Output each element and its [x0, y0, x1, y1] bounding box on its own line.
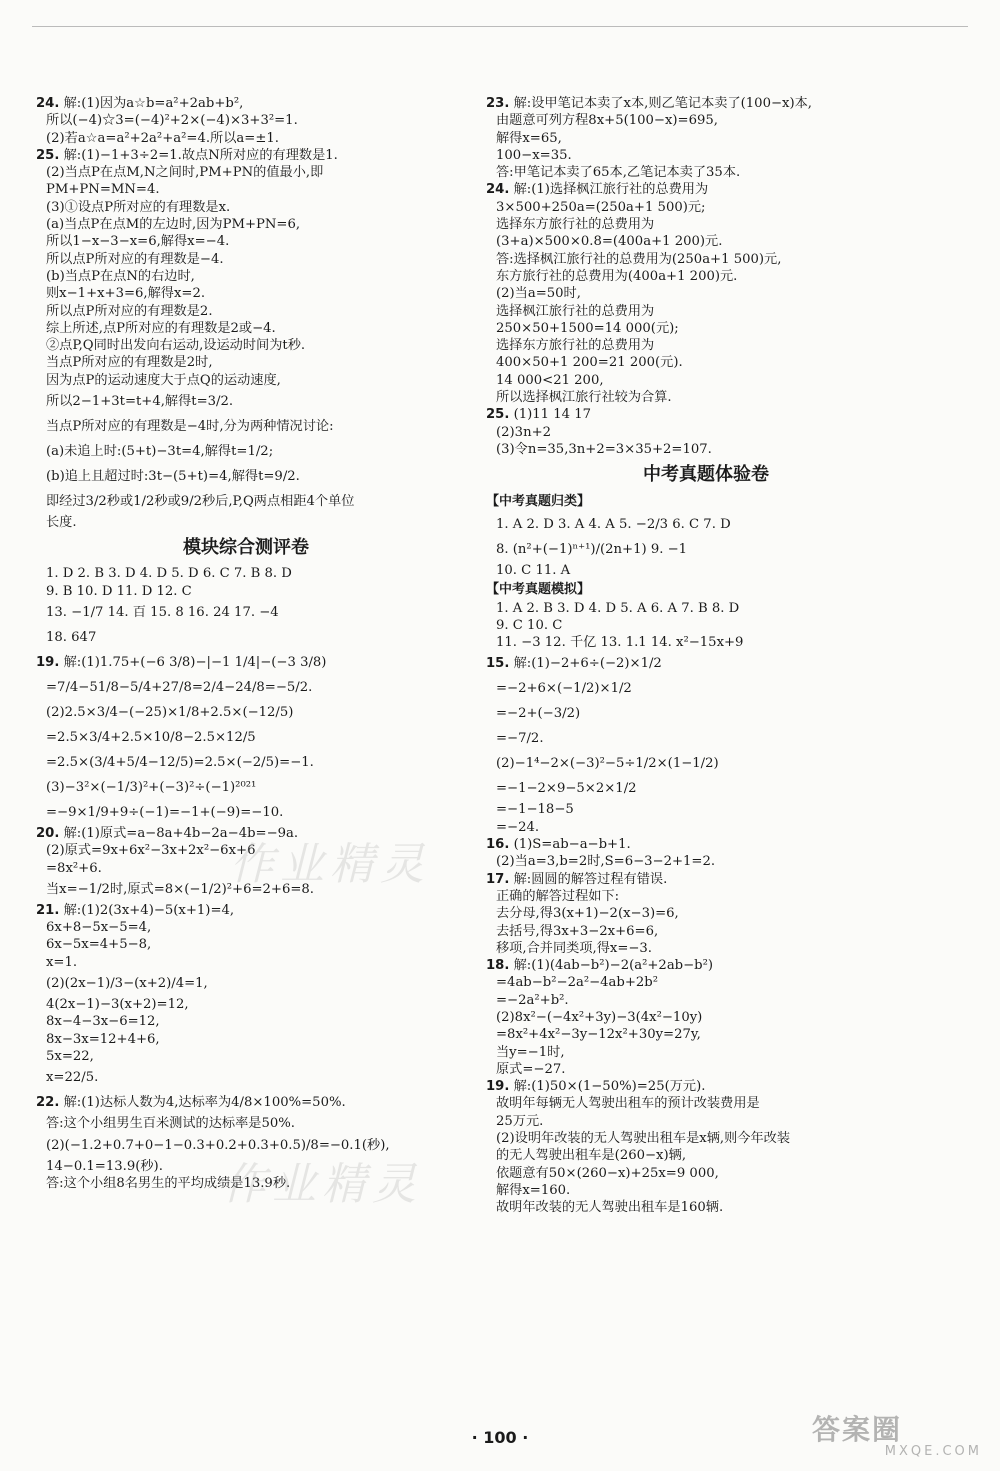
answer-text: 6x+8−5x−5=4, — [46, 920, 152, 936]
answer-line — [486, 905, 926, 922]
answer-line — [36, 130, 456, 147]
answer-line — [486, 1182, 926, 1199]
answer-text: 移项,合并同类项,得x=−3. — [496, 940, 653, 956]
answer-line — [486, 701, 926, 726]
answer-text: =7/4−51/8−5/4+27/8=2/4−24/8=−5/2. — [46, 679, 313, 695]
answer-text: 所以(−4)☆3=(−4)²+2×(−4)×3+3²=1. — [46, 113, 298, 129]
answer-line — [36, 750, 456, 775]
answer-line — [36, 1090, 456, 1115]
left-column — [36, 95, 456, 1192]
answer-text: =−2a²+b². — [496, 992, 569, 1008]
subsection-tag-simulated: 【中考真题模拟】 — [486, 581, 591, 597]
answer-line — [36, 303, 456, 320]
answer-text: 解得x=65, — [496, 130, 562, 146]
answer-text: 答:选择枫江旅行社的总费用为(250a+1 500)元, — [496, 251, 782, 267]
answer-text: 9. C 10. C — [496, 617, 563, 633]
answer-text: 故明年每辆无人驾驶出租车的预计改装费用是 — [496, 1096, 760, 1112]
answer-line — [486, 888, 926, 905]
answer-text: (b)追上且超过时:3t−(5+t)=4,解得t=9/2. — [46, 469, 300, 485]
answer-text: 解:(1)−1+3÷2=1.故点N所对应的有理数是1. — [63, 147, 338, 163]
watermark-text: 作业精灵 — [222, 1159, 422, 1210]
answer-line — [486, 354, 926, 371]
answer-line — [486, 441, 926, 458]
answer-text: (2)(2x−1)/3−(x+2)/4=1, — [46, 976, 208, 992]
answer-text: 解:(1)(4ab−b²)−2(a²+2ab−b²) — [513, 958, 714, 974]
answer-text: 8x−4−3x−6=12, — [46, 1014, 160, 1030]
answer-text: 解:设甲笔记本卖了x本,则乙笔记本卖了(100−x)本, — [513, 96, 812, 111]
answer-text: (2)−1⁴−2×(−3)²−5÷1/2×(1−1/2) — [496, 756, 719, 772]
answer-text: 解:(1)达标人数为4,达标率为4/8×100%=50%. — [63, 1095, 346, 1111]
answer-text: 1. D 2. B 3. D 4. D 5. D 6. C 7. B 8. D — [46, 566, 292, 582]
answer-line — [486, 940, 926, 957]
answer-line — [486, 1147, 926, 1164]
answer-text: 答:这个小组8名男生的平均成绩是13.9秒. — [46, 1175, 291, 1191]
page-number: · 100 · — [471, 1428, 529, 1447]
answer-text: 当y=−1时, — [496, 1044, 565, 1060]
answer-line — [36, 414, 456, 439]
question-number: 15. — [486, 656, 510, 672]
answer-text: 11. −3 12. 千亿 13. 1.1 14. x²−15x+9 — [496, 635, 744, 651]
answer-text: (a)未追上时:(5+t)−3t=4,解得t=1/2; — [46, 444, 274, 460]
answer-text: =4ab−b²−2a²−4ab+2b² — [496, 975, 659, 991]
answer-text: 东方旅行社的总费用为(400a+1 200)元. — [496, 268, 738, 284]
answer-line — [486, 974, 926, 991]
question-number: 25. — [486, 407, 510, 423]
answer-line — [486, 617, 926, 634]
answer-line — [486, 957, 926, 974]
answer-line — [36, 954, 456, 971]
answer-text: (3)①设点P所对应的有理数是x. — [46, 199, 231, 215]
answer-text: 所以点P所对应的有理数是2. — [46, 303, 213, 319]
answer-text: 9. B 10. D 11. D 12. C — [46, 583, 192, 599]
answer-line — [36, 216, 456, 233]
answer-text: (2)若a☆a=a²+2a²+a²=4.所以a=±1. — [46, 130, 279, 146]
answer-text: 即经过3/2秒或1/2秒或9/2秒后,P,Q两点相距4个单位 — [46, 494, 355, 510]
answer-line — [36, 164, 456, 181]
answer-line — [486, 1044, 926, 1061]
answer-line — [36, 514, 456, 531]
answer-line — [36, 996, 456, 1013]
answer-text: 8x−3x=12+4+6, — [46, 1031, 160, 1047]
answer-text: (2)当a=50时, — [496, 286, 581, 302]
answer-text: =2.5×3/4+2.5×10/8−2.5×12/5 — [46, 729, 256, 745]
answer-text: (2)8x²−(−4x²+3y)−3(4x²−10y) — [496, 1009, 703, 1025]
answer-line — [36, 919, 456, 936]
answer-text: 解得x=160. — [496, 1182, 571, 1198]
answer-line — [486, 1026, 926, 1043]
answer-text: 所以点P所对应的有理数是−4. — [46, 251, 224, 267]
answer-text: 答:甲笔记本卖了65本,乙笔记本卖了35本. — [496, 165, 741, 181]
answer-line — [36, 489, 456, 514]
answer-line — [486, 819, 926, 836]
answer-text: 则x−1+x+3=6,解得x=2. — [46, 286, 206, 302]
answer-text: =8x²+4x²−3y−12x²+30y=27y, — [496, 1027, 701, 1043]
top-rule — [32, 26, 968, 27]
answer-line — [486, 147, 926, 164]
answer-line — [36, 95, 456, 112]
answer-text: 故明年改装的无人驾驶出租车是160辆. — [496, 1200, 724, 1216]
answer-text: 原式=−27. — [496, 1061, 566, 1077]
answer-line — [486, 372, 926, 389]
question-number: 24. — [36, 96, 60, 111]
answer-text: 选择东方旅行社的总费用为 — [496, 217, 655, 233]
answer-text: ②点P,Q同时出发向右运动,设运动时间为t秒. — [46, 338, 306, 354]
right-column — [486, 95, 926, 1217]
answer-line — [36, 1013, 456, 1030]
answer-line — [486, 1095, 926, 1112]
answer-line — [36, 675, 456, 700]
answer-text: 8. (n²+(−1)ⁿ⁺¹)/(2n+1) 9. −1 — [496, 542, 688, 558]
answer-line — [486, 251, 926, 268]
answer-line — [36, 337, 456, 354]
answer-text: 6x−5x=4+5−8, — [46, 937, 152, 953]
right-answers-classified — [486, 512, 926, 579]
answer-text: 400×50+1 200=21 200(元). — [496, 355, 683, 371]
answer-line — [486, 726, 926, 751]
answer-text: =−24. — [496, 819, 540, 835]
answer-text: 长度. — [46, 515, 77, 531]
question-number: 16. — [486, 837, 510, 853]
answer-text: =8x²+6. — [46, 860, 102, 876]
answer-text: 1. A 2. D 3. A 4. A 5. −2/3 6. C 7. D — [496, 517, 731, 533]
answer-line — [486, 1113, 926, 1130]
answer-text: (b)当点P在点N的右边时, — [46, 268, 195, 284]
answer-text: 依题意有50×(260−x)+25x=9 000, — [496, 1165, 719, 1181]
answer-text: 14 000<21 200, — [496, 372, 604, 388]
answer-line — [36, 1031, 456, 1048]
answer-text: =−1−2×9−5×2×1/2 — [496, 781, 637, 797]
answer-line — [36, 285, 456, 302]
answer-text: 解:(1)2(3x+4)−5(x+1)=4, — [63, 902, 235, 918]
answer-line — [486, 992, 926, 1009]
answer-text: 当x=−1/2时,原式=8×(−1/2)²+6=2+6=8. — [46, 881, 314, 897]
section-title-module-test: 模块综合测评卷 — [183, 537, 309, 559]
question-number: 17. — [486, 871, 510, 887]
answer-line — [486, 801, 926, 818]
answer-text: (2)设明年改装的无人驾驶出租车是x辆,则今年改装 — [496, 1131, 791, 1147]
answer-line — [36, 354, 456, 371]
answer-line — [36, 775, 456, 800]
answer-line — [486, 853, 926, 870]
answer-text: (2)原式=9x+6x²−3x+2x²−6x+6 — [46, 843, 256, 859]
answer-line — [486, 181, 926, 198]
answer-text: 当点P所对应的有理数是−4时,分为两种情况讨论: — [46, 419, 334, 435]
answer-text: 当点P所对应的有理数是2时, — [46, 355, 213, 371]
answer-line — [36, 583, 456, 600]
answer-line — [486, 751, 926, 776]
answer-line — [36, 320, 456, 337]
answer-text: 解:(1)−2+6÷(−2)×1/2 — [513, 656, 662, 672]
question-number: 25. — [36, 147, 60, 163]
answer-text: 4(2x−1)−3(x+2)=12, — [46, 997, 189, 1013]
answer-line — [36, 936, 456, 953]
question-number: 20. — [36, 825, 60, 841]
logo-title: 答案圈 — [812, 1413, 903, 1446]
answer-text: (3+a)×500×0.8=(400a+1 200)元. — [496, 234, 723, 250]
answer-line — [486, 836, 926, 853]
answer-line — [36, 112, 456, 129]
answer-line — [36, 1115, 456, 1132]
answer-text: 5x=22, — [46, 1048, 94, 1064]
answer-line — [486, 233, 926, 250]
answer-line — [486, 512, 926, 537]
question-number: 22. — [36, 1095, 60, 1111]
answer-line — [36, 800, 456, 825]
answer-text: 1. A 2. B 3. D 4. D 5. A 6. A 7. B 8. D — [496, 600, 740, 616]
answer-line — [36, 1048, 456, 1065]
answer-text: 选择枫江旅行社的总费用为 — [496, 303, 655, 319]
answer-line — [36, 372, 456, 389]
answer-text: 去分母,得3(x+1)−2(x−3)=6, — [496, 906, 679, 922]
answer-line — [486, 651, 926, 676]
answer-text: 25万元. — [496, 1113, 544, 1129]
answer-line — [486, 1078, 926, 1095]
answer-line — [486, 216, 926, 233]
answer-text: 选择东方旅行社的总费用为 — [496, 338, 655, 354]
answer-text: (2)当点P在点M,N之间时,PM+PN的值最小,即 — [46, 165, 324, 181]
question-number: 18. — [486, 958, 510, 974]
answer-text: =−2+6×(−1/2)×1/2 — [496, 681, 632, 697]
answer-text: 的无人驾驶出租车是(260−x)辆, — [496, 1148, 687, 1164]
answer-line — [486, 164, 926, 181]
answer-text: 综上所述,点P所对应的有理数是2或−4. — [46, 320, 276, 336]
answer-text: (2)(−1.2+0.7+0−1−0.3+0.2+0.3+0.5)/8=−0.1(秒), — [46, 1137, 390, 1153]
answer-text: 解:(1)原式=a−8a+4b−2a−4b=−9a. — [63, 825, 299, 841]
answer-line — [486, 676, 926, 701]
answer-line — [36, 268, 456, 285]
answer-line — [486, 112, 926, 129]
answer-text: 10. C 11. A — [496, 563, 571, 579]
answer-line — [36, 147, 456, 164]
answer-line — [486, 634, 926, 651]
answer-text: =−1−18−5 — [496, 802, 574, 818]
answer-text: 正确的解答过程如下: — [496, 888, 620, 904]
answer-line — [36, 181, 456, 198]
answer-text: (a)当点P在点M的左边时,因为PM+PN=6, — [46, 217, 301, 233]
answer-line — [36, 600, 456, 625]
answer-text: (2)当a=3,b=2时,S=6−3−2+1=2. — [496, 854, 716, 870]
answer-line — [486, 1009, 926, 1026]
answer-text: 解:圆圆的解答过程有错误. — [513, 871, 668, 887]
answer-line — [36, 464, 456, 489]
answer-text: 14−0.1=13.9(秒). — [46, 1158, 163, 1174]
question-number: 21. — [36, 902, 60, 918]
section-title-exam-experience: 中考真题体验卷 — [643, 464, 769, 486]
answer-line — [486, 562, 926, 579]
answer-line — [486, 923, 926, 940]
answer-line — [36, 439, 456, 464]
answer-text: 3×500+250a=(250a+1 500)元; — [496, 199, 706, 215]
answer-text: 解:(1)选择枫江旅行社的总费用为 — [513, 182, 709, 198]
answer-line — [486, 406, 926, 423]
answer-line — [486, 320, 926, 337]
answer-text: (3)令n=35,3n+2=3×35+2=107. — [496, 441, 712, 457]
answer-text: (1)S=ab−a−b+1. — [513, 837, 631, 853]
subsection-tag-classified: 【中考真题归类】 — [486, 494, 591, 510]
answer-line — [486, 199, 926, 216]
answer-text: x=22/5. — [46, 1070, 99, 1086]
answer-line — [486, 871, 926, 888]
left-answers-top — [36, 95, 456, 531]
answer-line — [36, 251, 456, 268]
answer-text: 所以1−x−3−x=6,解得x=−4. — [46, 234, 230, 250]
answer-line — [486, 95, 926, 112]
answer-line — [486, 389, 926, 406]
question-number: 24. — [486, 182, 510, 198]
answer-line — [486, 600, 926, 617]
answer-line — [36, 725, 456, 750]
answer-text: 去括号,得3x+3−2x+6=6, — [496, 923, 659, 939]
answer-text: =−7/2. — [496, 731, 544, 747]
answer-line — [36, 650, 456, 675]
answer-line — [36, 971, 456, 996]
answer-line — [486, 776, 926, 801]
answer-text: 250×50+1500=14 000(元); — [496, 320, 679, 336]
answer-line — [486, 337, 926, 354]
question-number: 23. — [486, 96, 510, 111]
answer-line — [486, 1199, 926, 1216]
answer-line — [486, 268, 926, 285]
answer-text: (2)3n+2 — [496, 424, 552, 440]
answer-line — [36, 389, 456, 414]
answer-line — [36, 565, 456, 582]
answer-text: 因为点P的运动速度大于点Q的运动速度, — [46, 372, 281, 388]
answer-line — [36, 700, 456, 725]
answer-text: 解:(1)因为a☆b=a²+2ab+b², — [63, 96, 244, 111]
answer-text: =−9×1/9+9÷(−1)=−1+(−9)=−10. — [46, 804, 284, 820]
right-answers-simulated — [486, 600, 926, 1217]
answer-text: =−2+(−3/2) — [496, 706, 581, 722]
answer-line — [36, 625, 456, 650]
answer-line — [36, 902, 456, 919]
answer-text: x=1. — [46, 954, 78, 970]
answer-line — [486, 537, 926, 562]
answer-text: 18. 647 — [46, 629, 97, 645]
answer-text: 由题意可列方程8x+5(100−x)=695, — [496, 113, 718, 129]
answer-text: (3)−3²×(−1/3)²+(−3)²÷(−1)²⁰²¹ — [46, 779, 257, 795]
answer-text: PM+PN=MN=4. — [46, 182, 160, 198]
question-number: 19. — [486, 1079, 510, 1095]
answer-text: 解:(1)50×(1−50%)=25(万元). — [513, 1079, 706, 1095]
answer-text: 解:(1)1.75+(−6 3/8)−|−1 1/4|−(−3 3/8) — [63, 654, 327, 670]
answer-line — [36, 233, 456, 250]
answer-text: (1)11 14 17 — [513, 407, 591, 423]
answer-line — [486, 1165, 926, 1182]
answer-line — [486, 130, 926, 147]
answer-line — [486, 1130, 926, 1147]
answer-text: (2)2.5×3/4−(−25)×1/8+2.5×(−12/5) — [46, 704, 294, 720]
answer-line — [36, 1065, 456, 1090]
watermark-text: 作业精灵 — [230, 839, 430, 890]
right-answers-top — [486, 95, 926, 458]
answer-text: 所以2−1+3t=t+4,解得t=3/2. — [46, 394, 234, 410]
answer-line — [36, 199, 456, 216]
site-logo — [812, 1408, 982, 1464]
answer-text: =2.5×(3/4+5/4−12/5)=2.5×(−2/5)=−1. — [46, 754, 314, 770]
answer-text: 所以选择枫江旅行社较为合算. — [496, 390, 672, 406]
answer-line — [486, 285, 926, 302]
answer-line — [486, 1061, 926, 1078]
answer-text: 13. −1/7 14. 百 15. 8 16. 24 17. −4 — [46, 604, 279, 620]
answer-text: 100−x=35. — [496, 147, 572, 163]
answer-line — [486, 424, 926, 441]
answer-line — [486, 303, 926, 320]
logo-url: MXQE.COM — [884, 1444, 982, 1459]
question-number: 19. — [36, 654, 60, 670]
answer-text: 答:这个小组男生百米测试的达标率是50%. — [46, 1116, 295, 1132]
